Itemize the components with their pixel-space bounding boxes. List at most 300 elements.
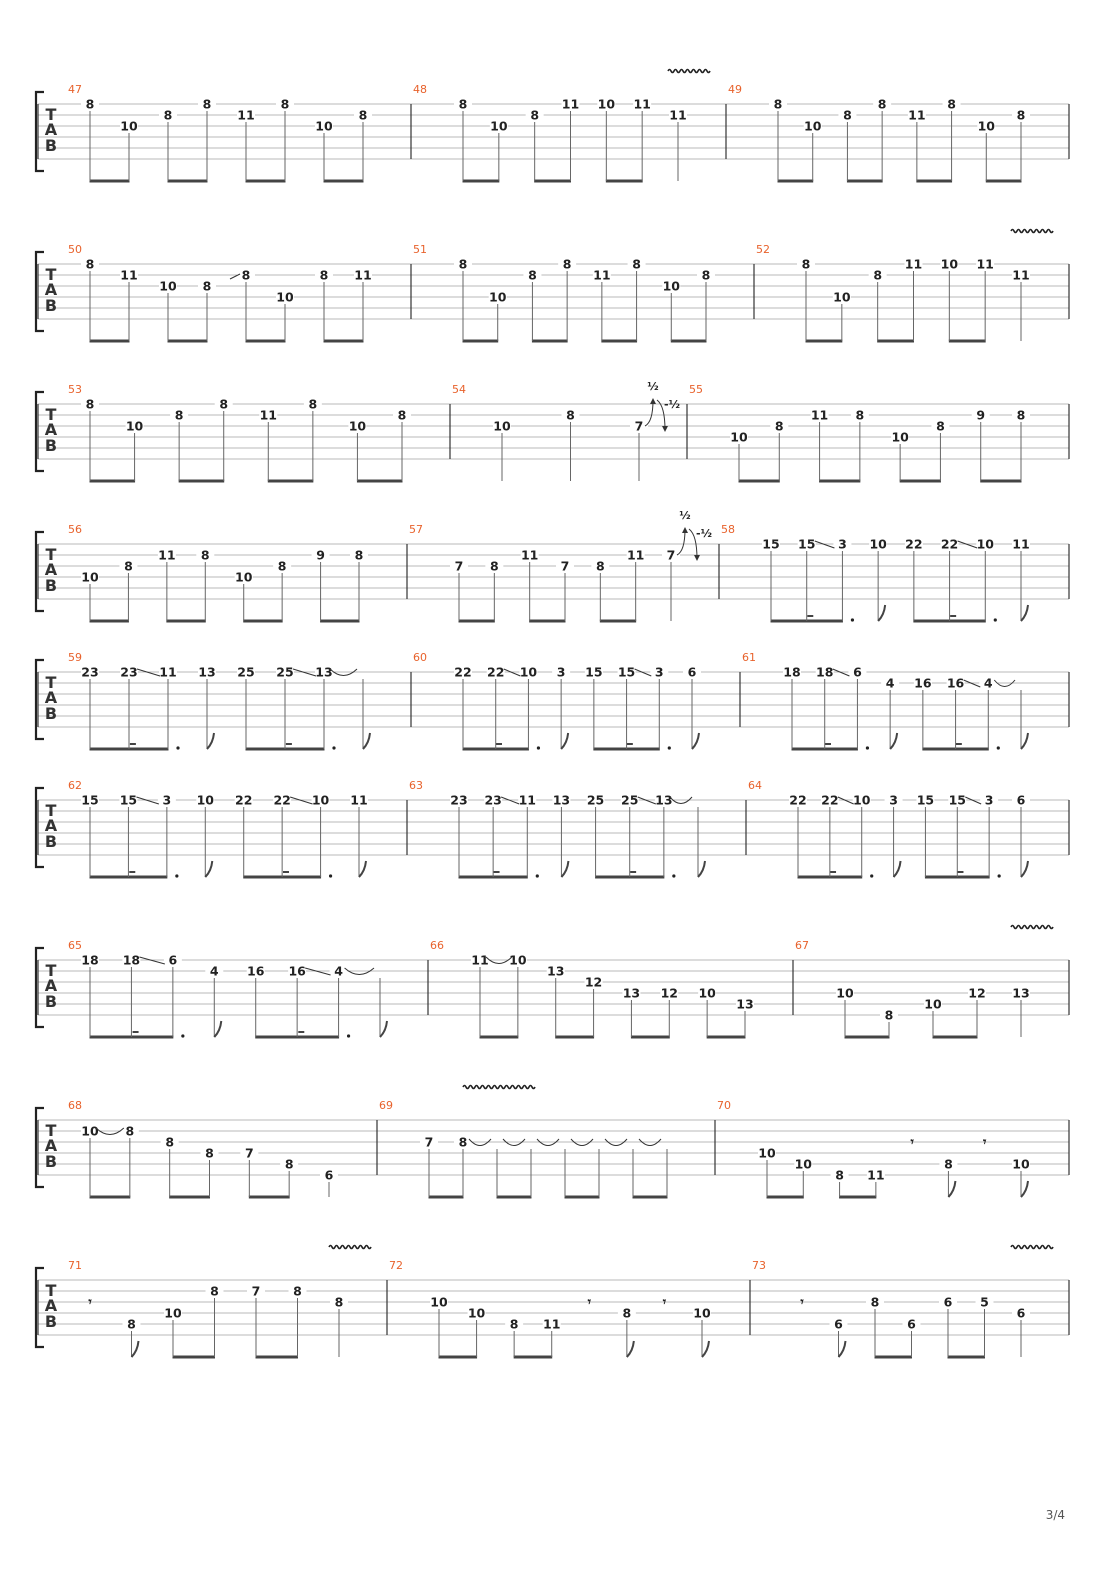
- fret-number: 8: [870, 1294, 880, 1310]
- fret-number: 10: [311, 792, 330, 808]
- fret-number: 12: [968, 985, 986, 1001]
- fret-number: 8: [277, 558, 287, 574]
- tab-clef-letter: B: [44, 136, 58, 155]
- fret-number: 10: [489, 289, 507, 305]
- fret-number: 5: [980, 1294, 989, 1310]
- eighth-rest-icon: 𝄾: [910, 1134, 914, 1149]
- fret-number: 10: [833, 289, 851, 305]
- fret-number: 8: [293, 1283, 302, 1299]
- fret-number: 25: [586, 792, 605, 808]
- fret-number: 15: [81, 792, 99, 808]
- tab-clef-letter: B: [44, 436, 58, 455]
- tab-system: [36, 779, 1069, 878]
- fret-number: 12: [660, 985, 678, 1001]
- fret-number: 10: [159, 278, 177, 294]
- fret-number: 11: [159, 664, 177, 680]
- tab-clef-letter: T: [45, 1281, 57, 1300]
- duration-dot: [329, 874, 332, 877]
- measure: [389, 1259, 711, 1357]
- fret-number: 8: [801, 256, 811, 272]
- fret-number: 22: [454, 664, 472, 680]
- measure-number: 55: [689, 383, 703, 396]
- tab-clef-letter: B: [44, 576, 58, 595]
- measure-number: 73: [752, 1259, 766, 1272]
- measure: [756, 230, 1053, 342]
- measure-number: 49: [728, 83, 742, 96]
- fret-number: 15: [617, 664, 636, 680]
- measure: [413, 651, 701, 750]
- fret-number: 22: [273, 792, 291, 808]
- measure: [795, 926, 1053, 1038]
- fret-number: 8: [200, 547, 210, 563]
- fret-number: 11: [543, 1316, 561, 1332]
- tab-clef-letter: A: [44, 280, 58, 299]
- fret-number: 8: [835, 1167, 844, 1183]
- fret-number: 11: [259, 407, 277, 423]
- measure-number: 68: [68, 1099, 82, 1112]
- tab-clef-letter: T: [45, 961, 57, 980]
- measure-number: 50: [68, 243, 82, 256]
- note-flag: [894, 861, 901, 877]
- fret-number: 16: [914, 675, 932, 691]
- tab-system: [36, 230, 1069, 342]
- measure-number: 59: [68, 651, 82, 664]
- note-flag: [359, 861, 366, 877]
- note-flag: [205, 861, 212, 877]
- fret-number: 10: [315, 118, 333, 134]
- duration-dot: [537, 746, 540, 749]
- vibrato-mark: [1011, 1246, 1053, 1249]
- fret-number: 11: [1012, 267, 1030, 283]
- duration-dot: [347, 1034, 350, 1037]
- eighth-rest-icon: 𝄾: [800, 1294, 804, 1309]
- duration-dot: [175, 874, 178, 877]
- fret-number: 11: [633, 96, 651, 112]
- note-flag: [132, 1341, 139, 1357]
- fret-number: 8: [877, 96, 887, 112]
- vibrato-mark: [1011, 230, 1053, 233]
- fret-number: 8: [1016, 107, 1026, 123]
- tab-clef-letter: T: [45, 1121, 57, 1140]
- fret-number: 6: [687, 664, 697, 680]
- measure: [717, 1099, 1030, 1197]
- fret-number: 25: [237, 664, 255, 680]
- fret-number: 7: [634, 418, 644, 434]
- fret-number: 8: [127, 1316, 136, 1332]
- fret-number: 7: [424, 1134, 434, 1150]
- fret-number: 10: [836, 985, 854, 1001]
- measure-number: 48: [413, 83, 427, 96]
- fret-number: 11: [561, 96, 580, 112]
- fret-number: 4: [983, 675, 993, 691]
- fret-number: 8: [774, 418, 784, 434]
- fret-number: 11: [471, 952, 489, 968]
- fret-number: 10: [976, 536, 994, 552]
- bend-amount: ½: [679, 509, 691, 522]
- measure-number: 72: [389, 1259, 403, 1272]
- fret-number: 8: [241, 267, 251, 283]
- fret-number: 8: [358, 107, 368, 123]
- fret-number: 8: [773, 96, 783, 112]
- measure: [728, 83, 1030, 181]
- fret-number: 6: [943, 1294, 953, 1310]
- duration-dot: [866, 746, 869, 749]
- release-amount: -½: [664, 398, 680, 411]
- fret-number: 7: [244, 1145, 254, 1161]
- measure-number: 69: [379, 1099, 393, 1112]
- measure: [68, 939, 387, 1038]
- fret-number: 8: [528, 267, 537, 283]
- fret-number: 7: [560, 558, 570, 574]
- measure-number: 52: [756, 243, 770, 256]
- fret-number: 8: [1016, 407, 1026, 423]
- fret-number: 11: [520, 547, 539, 563]
- fret-number: 23: [120, 664, 138, 680]
- fret-number: 10: [730, 429, 748, 445]
- note-flag: [207, 733, 214, 749]
- duration-dot: [672, 874, 675, 877]
- measure-number: 57: [409, 523, 423, 536]
- measure-number: 67: [795, 939, 809, 952]
- measure-number: 53: [68, 383, 82, 396]
- fret-number: 10: [430, 1294, 448, 1310]
- fret-number: 8: [632, 256, 641, 272]
- eighth-rest-icon: 𝄾: [88, 1294, 92, 1309]
- vibrato-mark: [463, 1086, 535, 1089]
- fret-number: 8: [884, 1007, 894, 1023]
- fret-number: 11: [867, 1167, 885, 1183]
- duration-dot: [851, 618, 854, 621]
- fret-number: 18: [783, 664, 801, 680]
- duration-dot: [870, 874, 873, 877]
- fret-number: 25: [621, 792, 639, 808]
- fret-number: 18: [816, 664, 834, 680]
- fret-number: 15: [762, 536, 780, 552]
- note-flag: [1021, 733, 1028, 749]
- tab-clef-letter: T: [45, 265, 57, 284]
- note-flag: [380, 1021, 387, 1037]
- tab-clef-letter: A: [44, 560, 58, 579]
- fret-number: 10: [493, 418, 511, 434]
- fret-number: 10: [164, 1305, 182, 1321]
- duration-dot: [332, 746, 335, 749]
- fret-number: 8: [509, 1316, 519, 1332]
- fret-number: 8: [165, 1134, 175, 1150]
- measure-number: 70: [717, 1099, 731, 1112]
- fret-number: 23: [81, 664, 99, 680]
- bend-amount: ½: [647, 380, 659, 393]
- fret-number: 6: [1016, 792, 1026, 808]
- fret-number: 13: [547, 963, 565, 979]
- fret-number: 10: [509, 952, 527, 968]
- measure: [68, 1099, 338, 1197]
- tab-clef-letter: A: [44, 120, 58, 139]
- fret-number: 8: [334, 1294, 344, 1310]
- fret-number: 9: [976, 407, 986, 423]
- note-flag: [702, 1341, 709, 1357]
- fret-number: 6: [907, 1316, 916, 1332]
- measure-number: 65: [68, 939, 82, 952]
- measure: [689, 383, 1030, 481]
- fret-number: 10: [120, 118, 138, 134]
- fret-number: 15: [119, 792, 138, 808]
- fret-number: 12: [584, 974, 603, 990]
- tab-clef-letter: A: [44, 1296, 58, 1315]
- note-flag: [839, 1341, 846, 1357]
- measure-number: 58: [721, 523, 735, 536]
- fret-number: 8: [174, 407, 184, 423]
- fret-number: 8: [202, 96, 212, 112]
- fret-number: 16: [946, 675, 965, 691]
- fret-number: 18: [81, 952, 99, 968]
- fret-number: 10: [81, 569, 99, 585]
- fret-number: 8: [85, 396, 95, 412]
- fret-number: 10: [276, 289, 294, 305]
- measure: [68, 651, 370, 750]
- fret-number: 7: [454, 558, 464, 574]
- fret-number: 7: [251, 1283, 261, 1299]
- fret-number: 3: [838, 536, 847, 552]
- fret-number: 8: [595, 558, 605, 574]
- fret-number: 10: [597, 96, 616, 112]
- measure: [68, 83, 372, 181]
- fret-number: 8: [489, 558, 499, 574]
- fret-number: 15: [585, 664, 603, 680]
- tab-clef-letter: B: [44, 704, 58, 723]
- eighth-rest-icon: 𝄾: [587, 1294, 591, 1309]
- fret-number: 8: [202, 278, 212, 294]
- fret-number: 10: [693, 1305, 711, 1321]
- tab-clef-letter: B: [44, 992, 58, 1011]
- fret-number: 4: [334, 963, 343, 979]
- fret-number: 8: [936, 418, 945, 434]
- fret-number: 3: [162, 792, 172, 808]
- release-amount: -½: [696, 527, 712, 540]
- release-arrowhead: [694, 555, 700, 561]
- fret-number: 8: [354, 547, 364, 563]
- measure-number: 63: [409, 779, 423, 792]
- fret-number: 10: [891, 429, 909, 445]
- tab-clef-letter: T: [45, 105, 57, 124]
- measure: [409, 779, 705, 878]
- fret-number: 10: [940, 256, 959, 272]
- note-flag: [561, 861, 568, 877]
- fret-number: 10: [758, 1145, 776, 1161]
- fret-number: 23: [450, 792, 468, 808]
- measure: [430, 939, 754, 1037]
- fret-number: 13: [315, 664, 333, 680]
- fret-number: 8: [843, 107, 852, 123]
- fret-number: 10: [698, 985, 716, 1001]
- fret-number: 10: [804, 118, 822, 134]
- note-flag: [878, 605, 885, 621]
- vibrato-mark: [1011, 926, 1053, 929]
- duration-dot: [994, 618, 997, 621]
- fret-number: 8: [562, 256, 572, 272]
- tab-system: [36, 509, 1069, 622]
- fret-number: 10: [490, 118, 508, 134]
- note-flag: [692, 733, 699, 749]
- tab-clef-letter: T: [45, 545, 57, 564]
- fret-number: 8: [205, 1145, 214, 1161]
- fret-number: 18: [122, 952, 141, 968]
- page-number: 3/4: [1045, 1508, 1065, 1522]
- eighth-rest-icon: 𝄾: [983, 1134, 987, 1149]
- fret-number: 16: [288, 963, 306, 979]
- vibrato-mark: [668, 70, 710, 73]
- tab-clef-letter: A: [44, 976, 58, 995]
- fret-number: 9: [316, 547, 325, 563]
- fret-number: 25: [276, 664, 294, 680]
- fret-number: 10: [519, 664, 538, 680]
- note-flag: [698, 861, 705, 877]
- fret-number: 8: [947, 96, 956, 112]
- measure: [379, 1086, 668, 1198]
- tab-system: [36, 70, 1069, 182]
- fret-number: 13: [1012, 985, 1030, 1001]
- fret-number: 22: [940, 536, 959, 552]
- fret-number: 13: [655, 792, 673, 808]
- fret-number: 22: [821, 792, 839, 808]
- fret-number: 8: [566, 407, 575, 423]
- note-flag: [627, 1341, 634, 1357]
- fret-number: 13: [622, 985, 641, 1001]
- fret-number: 10: [125, 418, 144, 434]
- duration-dot: [997, 746, 1000, 749]
- measure-number: 51: [413, 243, 427, 256]
- measure-number: 66: [430, 939, 444, 952]
- measure: [721, 523, 1030, 622]
- note-flag: [1021, 1181, 1028, 1197]
- note-flag: [561, 733, 568, 749]
- fret-number: 10: [853, 792, 871, 808]
- measure-number: 71: [68, 1259, 82, 1272]
- fret-number: 3: [654, 664, 664, 680]
- fret-number: 11: [626, 547, 645, 563]
- fret-number: 8: [319, 267, 329, 283]
- fret-number: 10: [81, 1123, 99, 1139]
- measure: [752, 1246, 1053, 1358]
- bend-arrowhead: [650, 398, 656, 404]
- fret-number: 13: [198, 664, 216, 680]
- fret-number: 15: [948, 792, 966, 808]
- fret-number: 8: [458, 256, 468, 272]
- measure: [68, 1246, 371, 1358]
- fret-number: 8: [308, 396, 318, 412]
- tab-system: [36, 1246, 1069, 1358]
- fret-number: 10: [1012, 1156, 1030, 1172]
- tab-clef-letter: A: [44, 1136, 58, 1155]
- fret-number: 11: [158, 547, 176, 563]
- fret-number: 11: [904, 256, 923, 272]
- tab-clef-letter: B: [44, 1312, 58, 1331]
- measure: [409, 509, 712, 621]
- fret-number: 8: [124, 558, 133, 574]
- fret-number: 13: [736, 996, 754, 1012]
- duration-dot: [668, 746, 671, 749]
- fret-number: 8: [85, 96, 95, 112]
- fret-number: 3: [556, 664, 566, 680]
- measure: [68, 523, 368, 621]
- fret-number: 16: [247, 963, 265, 979]
- fret-number: 3: [889, 792, 898, 808]
- fret-number: 6: [168, 952, 178, 968]
- bend-arrowhead: [682, 527, 688, 533]
- fret-number: 8: [530, 107, 540, 123]
- measure: [413, 243, 715, 341]
- tab-clef-letter: B: [44, 1152, 58, 1171]
- measure: [452, 380, 680, 481]
- fret-number: 10: [662, 278, 680, 294]
- fret-number: 10: [794, 1156, 812, 1172]
- tab-clef-letter: A: [44, 420, 58, 439]
- measure-number: 56: [68, 523, 82, 536]
- measure-number: 47: [68, 83, 82, 96]
- vibrato-mark: [329, 1246, 371, 1249]
- fret-number: 23: [484, 792, 502, 808]
- fret-number: 8: [944, 1156, 953, 1172]
- fret-number: 8: [163, 107, 173, 123]
- duration-dot: [176, 746, 179, 749]
- fret-number: 13: [552, 792, 571, 808]
- note-flag: [890, 733, 897, 749]
- fret-number: 11: [669, 107, 687, 123]
- fret-number: 11: [593, 267, 611, 283]
- fret-number: 8: [284, 1156, 294, 1172]
- tab-clef-letter: B: [44, 832, 58, 851]
- fret-number: 8: [873, 267, 883, 283]
- fret-number: 6: [324, 1167, 334, 1183]
- fret-number: 11: [120, 267, 138, 283]
- fret-number: 11: [976, 256, 994, 272]
- tab-system: [36, 380, 1069, 481]
- fret-number: 8: [701, 267, 711, 283]
- fret-number: 11: [350, 792, 368, 808]
- fret-number: 4: [885, 675, 895, 691]
- fret-number: 8: [622, 1305, 632, 1321]
- fret-number: 8: [210, 1283, 219, 1299]
- fret-number: 4: [209, 963, 219, 979]
- tab-clef-letter: T: [45, 801, 57, 820]
- measure-number: 64: [748, 779, 762, 792]
- tab-clef-letter: A: [44, 688, 58, 707]
- fret-number: 11: [810, 407, 829, 423]
- fret-number: 10: [977, 118, 995, 134]
- fret-number: 10: [348, 418, 367, 434]
- measure-number: 60: [413, 651, 427, 664]
- tab-clef-letter: A: [44, 816, 58, 835]
- fret-number: 10: [196, 792, 214, 808]
- note-flag: [363, 733, 370, 749]
- fret-number: 11: [354, 267, 372, 283]
- note-flag: [948, 1181, 955, 1197]
- fret-number: 8: [280, 96, 290, 112]
- note-flag: [1021, 861, 1028, 877]
- fret-number: 6: [853, 664, 862, 680]
- fret-number: 8: [85, 256, 95, 272]
- measure-number: 62: [68, 779, 82, 792]
- release-arrowhead: [662, 426, 668, 432]
- measure: [68, 779, 368, 878]
- measure: [748, 779, 1030, 878]
- tab-clef-letter: T: [45, 405, 57, 424]
- fret-number: 11: [1012, 536, 1030, 552]
- fret-number: 6: [1016, 1305, 1026, 1321]
- fret-number: 7: [666, 547, 676, 563]
- fret-number: 10: [235, 569, 253, 585]
- fret-number: 10: [869, 536, 887, 552]
- fret-number: 11: [518, 792, 536, 808]
